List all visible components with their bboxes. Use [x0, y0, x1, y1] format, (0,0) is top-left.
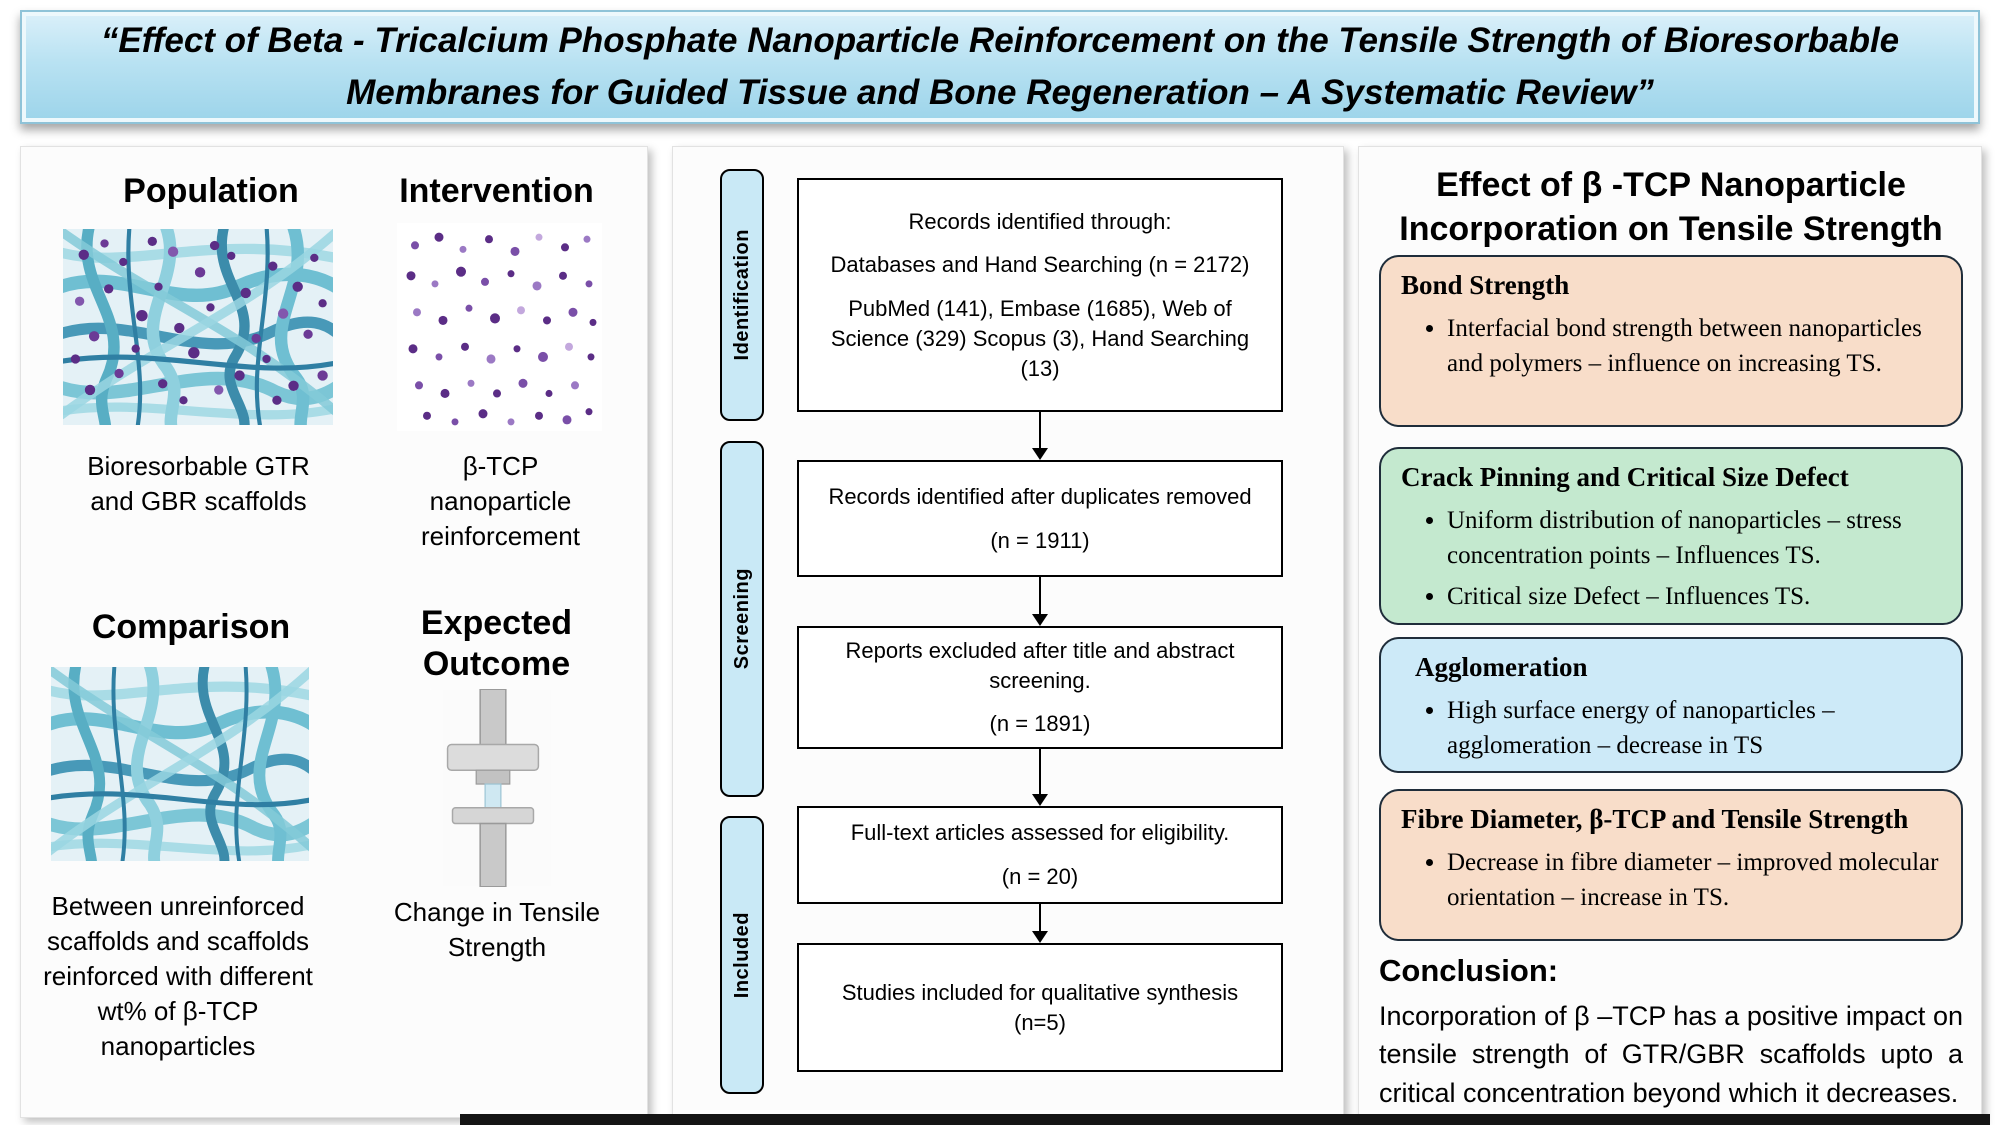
conclusion-text: Incorporation of β –TCP has a positive impact on tensile strength of GTR/GBR scaffolds upto a critical concentration beyond which it decreases.: [1379, 1001, 1963, 1108]
prisma-box-line: (n = 1911): [990, 527, 1090, 553]
down-arrow-icon: [1027, 577, 1053, 626]
prisma-box-line: Records identified through:: [908, 208, 1172, 234]
comparison-heading: Comparison: [91, 608, 291, 646]
fibre-diameter-bullet: • Decrease in fibre diameter – improved molecular orientation – increase in TS.: [1447, 845, 1941, 915]
prisma-box-included-studies: [797, 943, 1283, 1072]
agglomeration-title: Agglomeration: [1415, 652, 1588, 682]
effects-heading: Effect of β -TCP Nanoparticle Incorporation on Tensile Strength: [1399, 166, 1943, 249]
population-caption: Bioresorbable GTR and GBR scaffolds: [87, 451, 310, 517]
outcome-heading: Expected Outcome: [420, 604, 573, 683]
pico-panel: [20, 146, 648, 1118]
prisma-box-line: (n = 1891): [989, 711, 1091, 737]
crack-pinning-bullet: • Uniform distribution of nanoparticles – stress concentration points – Influences TS.: [1447, 503, 1941, 573]
prisma-panel: [672, 146, 1344, 1122]
prisma-box-line: Studies included for qualitative synthesis (n=5): [841, 979, 1239, 1035]
bond-strength-box: [1379, 255, 1963, 427]
crack-pinning-title: Crack Pinning and Critical Size Defect: [1401, 462, 1849, 492]
prisma-box-line: Reports excluded after title and abstract screening.: [845, 637, 1235, 693]
comparison-scaffold-image: [51, 667, 309, 861]
conclusion-heading: Conclusion:: [1379, 953, 1559, 988]
prisma-box-line: Records identified after duplicates removed: [828, 483, 1252, 509]
prisma-box-line: Full-text articles assessed for eligibility.: [850, 820, 1230, 846]
prisma-box-line: PubMed (141), Embase (1685), Web of Science (329) Scopus (3), Hand Searching (13): [830, 296, 1250, 381]
down-arrow-icon: [1027, 412, 1053, 460]
stage-identification: [720, 169, 764, 421]
prisma-box-duplicates: [797, 460, 1283, 577]
prisma-box-identification: [797, 178, 1283, 412]
agglomeration-bullet: • High surface energy of nanoparticles – agglomeration – decrease in TS: [1447, 693, 1941, 763]
prisma-box-excluded: [797, 626, 1283, 749]
bottom-divider: [460, 1114, 1990, 1125]
title-banner: [20, 10, 1980, 124]
fibre-diameter-title: Fibre Diameter, β-TCP and Tensile Strength: [1401, 804, 1909, 834]
effects-panel: [1358, 146, 1982, 1122]
tensile-tester-icon: [413, 689, 571, 887]
intervention-caption: β-TCP nanoparticle reinforcement: [421, 451, 580, 552]
poster-title: “Effect of Beta - Tricalcium Phosphate Nanoparticle Reinforcement on the Tensile Strength of Bioresorbable Membranes for Guided Tissue and Bone Regeneration – A Systematic Review”: [100, 20, 1900, 112]
comparison-caption: Between unreinforced scaffolds and scaffolds reinforced with different wt% of β-TCP nanoparticles: [43, 891, 313, 1062]
bond-strength-bullet: • Interfacial bond strength between nanoparticles and polymers – influence on increasing TS.: [1447, 311, 1941, 381]
stage-included: [720, 816, 764, 1094]
prisma-box-fulltext: [797, 806, 1283, 904]
stage-screening: [720, 441, 764, 797]
bond-strength-title: Bond Strength: [1401, 270, 1570, 300]
intervention-heading: Intervention: [399, 172, 594, 210]
population-heading: Population: [123, 172, 299, 210]
crack-pinning-bullet: • Critical size Defect – Influences TS.: [1447, 579, 1941, 614]
crack-pinning-box: [1379, 447, 1963, 625]
stage-included-label: Included: [730, 911, 753, 999]
down-arrow-icon: [1027, 904, 1053, 943]
fibre-diameter-box: [1379, 789, 1963, 941]
prisma-box-line: Databases and Hand Searching (n = 2172): [830, 252, 1250, 278]
stage-identification-label: Identification: [730, 229, 753, 361]
intervention-nanoparticles-image: [397, 223, 602, 431]
population-scaffold-image: [63, 229, 333, 425]
down-arrow-icon: [1027, 749, 1053, 806]
prisma-box-line: (n = 20): [1001, 864, 1079, 889]
agglomeration-box: [1379, 637, 1963, 773]
outcome-caption: Change in Tensile Strength: [393, 897, 601, 963]
stage-screening-label: Screening: [730, 568, 753, 670]
